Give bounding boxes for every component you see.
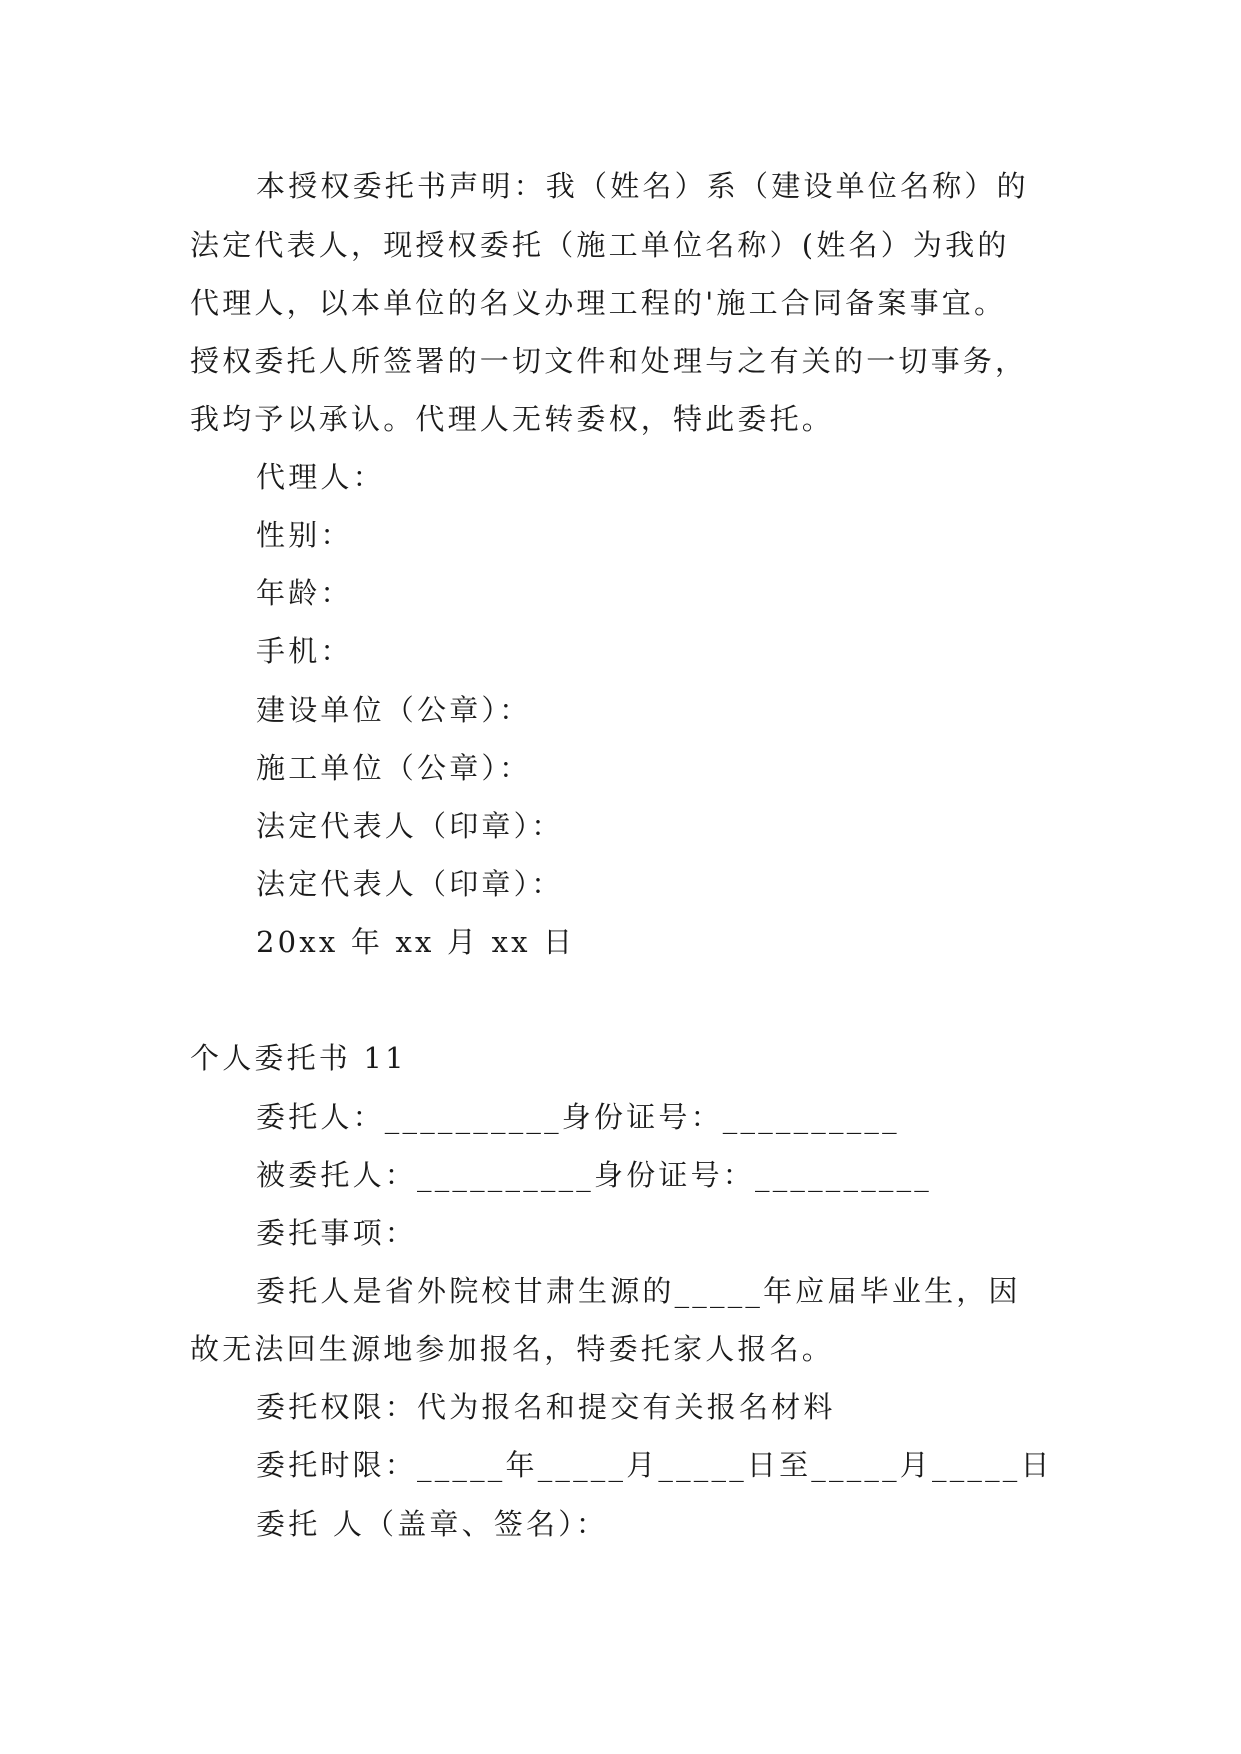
personal-matter-label: 委托事项： <box>256 1216 418 1250</box>
personal-period: 委托时限：_____年_____月_____日至_____月_____日 <box>256 1448 1053 1482</box>
statement-line-1: 本授权委托书声明：我（姓名）系（建设单位名称）的 <box>256 169 1029 203</box>
field-construction-unit: 建设单位（公章）： <box>256 693 532 727</box>
personal-principal: 委托人：__________身份证号：__________ <box>256 1100 900 1134</box>
field-date: 20xx 年 xx 月 xx 日 <box>256 925 576 959</box>
statement-line-5: 我均予以承认。代理人无转委权，特此委托。 <box>190 402 835 436</box>
field-agent: 代理人： <box>256 460 385 494</box>
personal-matter-line-1: 委托人是省外院校甘肃生源的_____年应届毕业生，因 <box>256 1274 1021 1308</box>
field-age: 年龄： <box>256 576 353 610</box>
field-legal-rep-1: 法定代表人（印章）： <box>256 809 564 843</box>
personal-scope: 委托权限：代为报名和提交有关报名材料 <box>256 1390 836 1424</box>
field-builder-unit: 施工单位（公章）： <box>256 751 532 785</box>
statement-line-3: 代理人，以本单位的名义办理工程的'施工合同备案事宜。 <box>190 286 1007 320</box>
field-legal-rep-2: 法定代表人（印章）： <box>256 867 564 901</box>
personal-signature: 委托 人（盖章、签名）： <box>256 1507 609 1541</box>
field-phone: 手机： <box>256 634 353 668</box>
statement-line-2: 法定代表人，现授权委托（施工单位名称）(姓名）为我的 <box>190 228 1010 262</box>
personal-agent: 被委托人：__________身份证号：__________ <box>256 1158 933 1192</box>
personal-matter-line-2: 故无法回生源地参加报名，特委托家人报名。 <box>190 1332 835 1366</box>
personal-heading: 个人委托书 11 <box>190 1041 407 1075</box>
statement-line-4: 授权委托人所签署的一切文件和处理与之有关的一切事务， <box>190 344 1028 378</box>
field-gender: 性别： <box>256 518 353 552</box>
